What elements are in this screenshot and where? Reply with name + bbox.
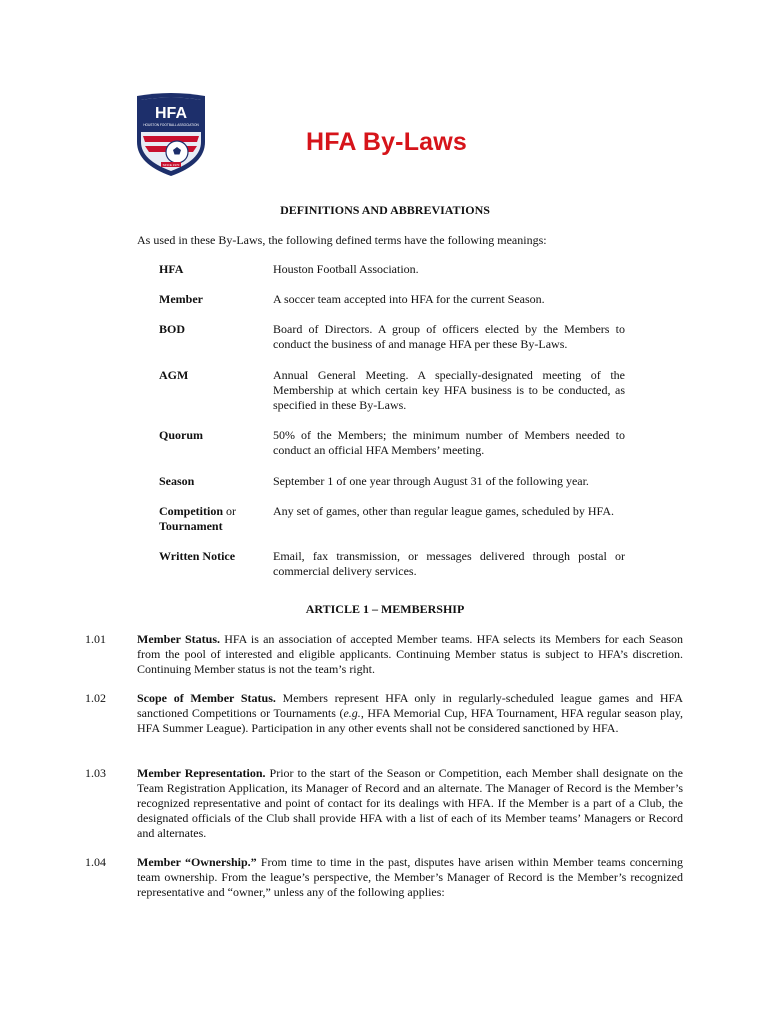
section-title: Member Status. <box>137 632 220 646</box>
definition-row <box>159 322 625 352</box>
definition-term: BOD <box>159 322 186 336</box>
definition-text: Board of Directors. A group of officers elected by the Members to conduct the business of and manage HFA per these By-Laws. <box>273 322 625 351</box>
definition-row <box>159 428 625 458</box>
definition-term-line2: Tournament <box>159 519 223 533</box>
logo-subtext: HOUSTON FOOTBALL ASSOCIATION <box>143 123 199 127</box>
definition-text: Houston Football Association. <box>273 262 419 276</box>
definition-row <box>159 474 625 489</box>
definition-term: AGM <box>159 368 189 382</box>
section-text-italic: e.g. <box>343 706 361 720</box>
definition-term: Quorum <box>159 428 204 442</box>
section-text: From time to time in the past, disputes have arisen within Member teams concerning team ownership. From the league’s perspective, the Member’s Manager of Record is the Member’s recognized representative and “owner,” unless any of the following applies: <box>137 855 684 899</box>
definition-term: HFA <box>159 262 184 276</box>
definition-row <box>159 549 625 579</box>
article-section <box>85 855 683 900</box>
section-number: 1.03 <box>85 766 106 780</box>
section-number: 1.02 <box>85 691 106 705</box>
definition-row <box>159 504 625 534</box>
definition-term <box>159 504 273 534</box>
section-body <box>137 855 683 900</box>
logo-text: HFA <box>155 105 187 122</box>
definitions-heading: DEFINITIONS AND ABBREVIATIONS <box>280 203 490 217</box>
definition-row <box>159 368 625 413</box>
section-body <box>137 766 683 841</box>
section-number: 1.01 <box>85 632 106 646</box>
definition-term: Season <box>159 474 195 488</box>
article-section <box>85 691 683 736</box>
article-heading: ARTICLE 1 – MEMBERSHIP <box>305 602 465 616</box>
definition-text: Email, fax transmission, or messages delivered through postal or commercial delivery services. <box>273 549 625 578</box>
definition-term-main: Competition <box>159 504 223 518</box>
definition-term-suffix: or <box>223 504 236 518</box>
definition-text: A soccer team accepted into HFA for the current Season. <box>273 292 545 306</box>
section-title: Member Representation. <box>137 766 266 780</box>
definition-text: September 1 of one year through August 31 of the following year. <box>273 474 589 488</box>
logo-stripe-1 <box>143 136 199 142</box>
section-body <box>137 632 683 677</box>
section-body <box>137 691 683 736</box>
logo-year: SINCE 1970 <box>162 163 180 167</box>
definition-text: Any set of games, other than regular league games, scheduled by HFA. <box>273 504 615 518</box>
section-text: Members represent HFA only in regularly-scheduled league games and HFA sanctioned Competitions or Tournaments ( <box>137 691 684 720</box>
page-title: HFA By-Laws <box>306 128 468 156</box>
section-title: Scope of Member Status. <box>137 691 276 705</box>
definition-term: Member <box>159 292 203 306</box>
definition-text: 50% of the Members; the minimum number of Members needed to conduct an official HFA Members’ meeting. <box>273 428 625 457</box>
article-section <box>85 632 683 677</box>
definition-row <box>159 262 625 277</box>
definition-text: Annual General Meeting. A specially-designated meeting of the Membership at which certain key HFA business is to be conducted, as specified in these By-Laws. <box>273 368 625 412</box>
hfa-logo <box>131 92 211 178</box>
definitions-intro: As used in these By-Laws, the following defined terms have the following meanings: <box>137 233 547 247</box>
section-text: , HFA Memorial Cup, HFA Tournament, HFA regular season play, HFA Summer League). Participation in any other events shall not be considered sanctioned by HFA. <box>137 706 683 735</box>
section-number: 1.04 <box>85 855 106 869</box>
article-section <box>85 766 683 841</box>
definition-term: Written Notice <box>159 549 236 563</box>
definition-row <box>159 292 625 307</box>
section-title: Member “Ownership.” <box>137 855 257 869</box>
section-text: HFA is an association of accepted Member teams. HFA selects its Members for each Season from the pool of interested and eligible applicants. Continuing Member status is subject to HFA’s discretion. Continuing Member status is not the team’s right. <box>137 632 683 676</box>
section-text: Prior to the start of the Season or Competition, each Member shall designate on the Team Registration Application, its Manager of Record and an alternate. The Manager of Record is the Member’s recognized representative and point of contact for its dealings with HFA. If the Member is a part of a Club, the designated officials of the Club shall provide HFA with a list of each of its Member teams’ Managers or Record and alternates. <box>137 766 684 840</box>
